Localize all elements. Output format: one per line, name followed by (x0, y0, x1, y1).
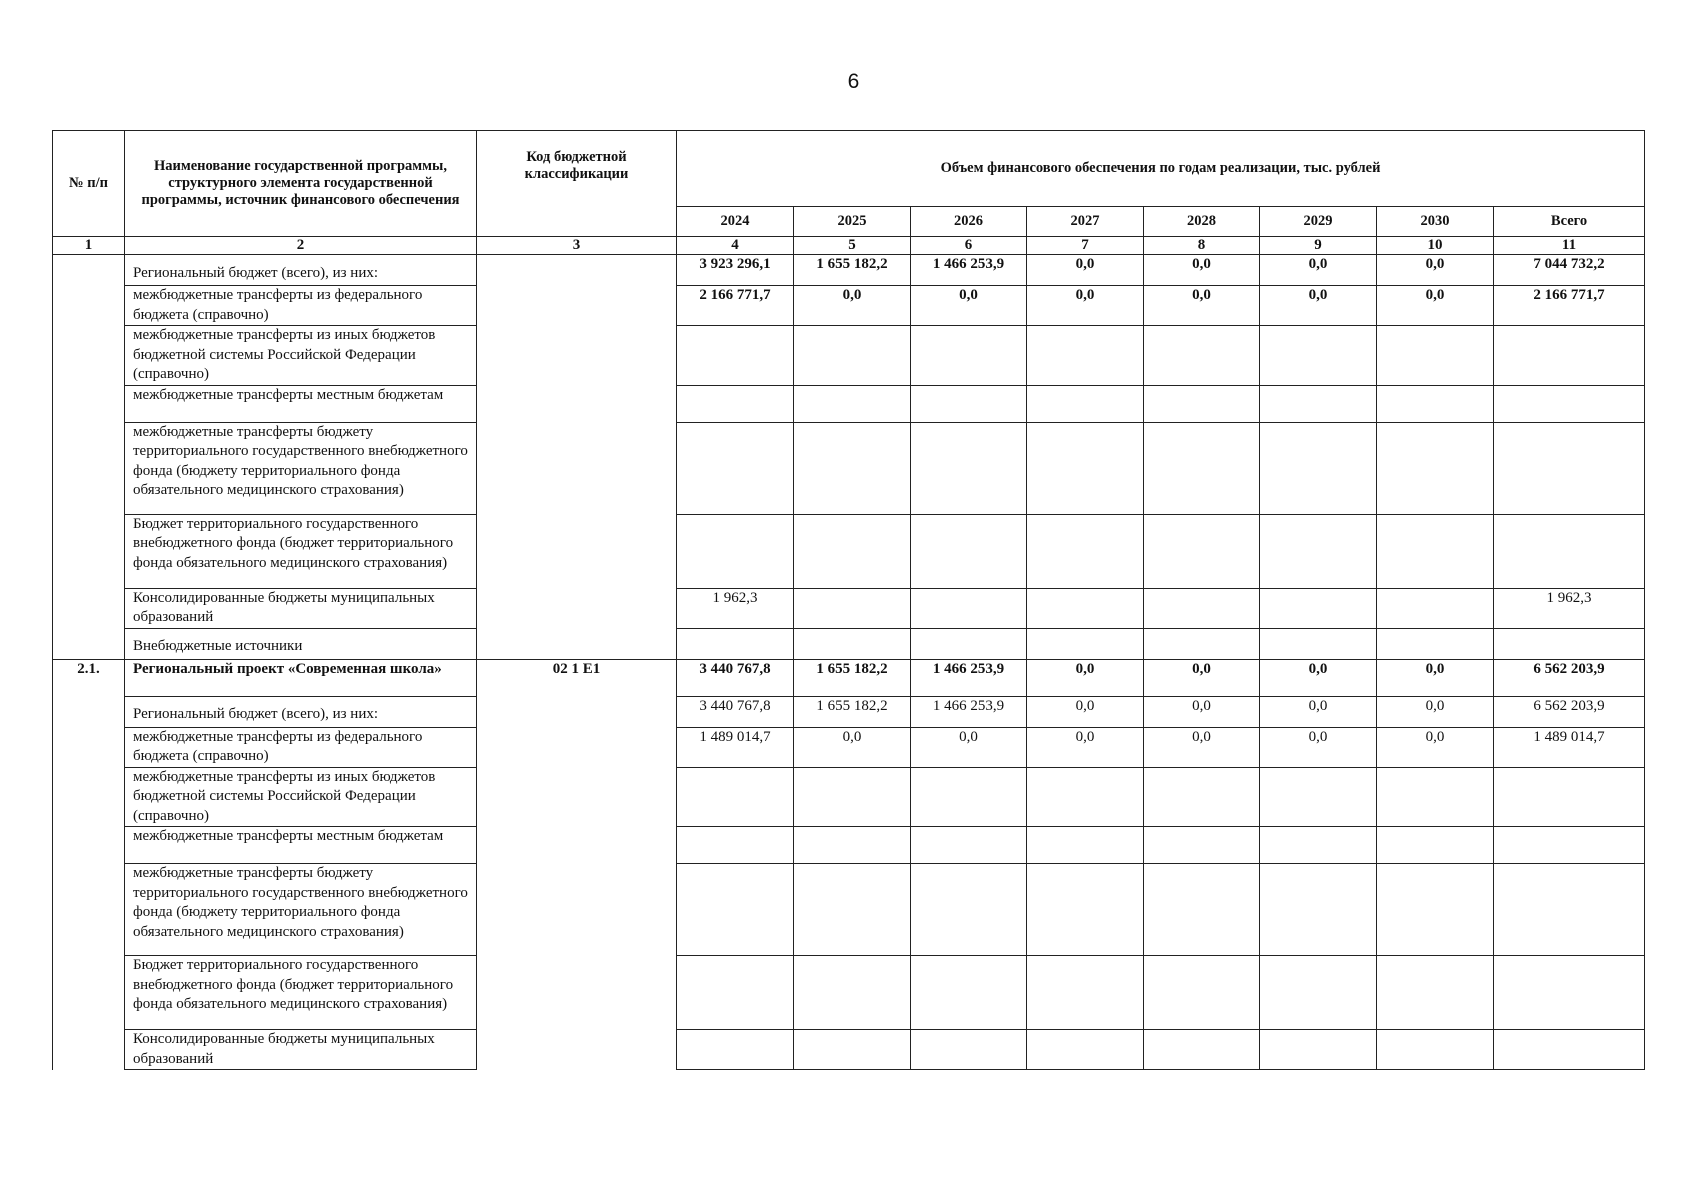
column-index: 10 (1377, 237, 1494, 255)
value-year (1260, 588, 1377, 628)
header-volume: Объем финансового обеспечения по годам реализации, тыс. рублей (677, 131, 1645, 207)
column-index: 3 (477, 237, 677, 255)
value-year: 0,0 (911, 727, 1027, 767)
source-name: Бюджет территориального государственного внебюджетного фонда (бюджет территориального фонда обязательного медицинского страхования) (125, 514, 477, 588)
value-year (911, 767, 1027, 827)
value-year (1260, 326, 1377, 386)
source-name: межбюджетные трансферты из федерального бюджета (справочно) (125, 286, 477, 326)
value-year: 0,0 (794, 727, 911, 767)
value-year: 1 489 014,7 (677, 727, 794, 767)
header-total: Всего (1494, 207, 1645, 237)
value-total (1494, 385, 1645, 422)
column-index: 4 (677, 237, 794, 255)
value-year (911, 956, 1027, 1030)
header-num: № п/п (53, 131, 125, 237)
source-name: межбюджетные трансферты бюджету территориального государственного внебюджетного фонда (бюджету территориального фонда обязательного медицинского страхования) (125, 422, 477, 514)
value-total (1494, 956, 1645, 1030)
column-index: 5 (794, 237, 911, 255)
value-year (911, 827, 1027, 864)
value-year (677, 422, 794, 514)
value-year (1144, 1030, 1260, 1070)
source-name: межбюджетные трансферты местным бюджетам (125, 385, 477, 422)
value-year: 1 466 253,9 (911, 255, 1027, 286)
header-year: 2025 (794, 207, 911, 237)
value-year: 0,0 (1027, 696, 1144, 727)
value-year (1377, 514, 1494, 588)
source-name: Консолидированные бюджеты муниципальных образований (125, 588, 477, 628)
budget-code (477, 514, 677, 588)
value-year (1027, 588, 1144, 628)
value-year (794, 326, 911, 386)
value-year: 0,0 (1260, 659, 1377, 696)
value-year (911, 422, 1027, 514)
budget-code (477, 1030, 677, 1070)
value-year (794, 864, 911, 956)
column-index: 6 (911, 237, 1027, 255)
value-year (794, 827, 911, 864)
value-year (1027, 1030, 1144, 1070)
value-year (911, 326, 1027, 386)
budget-code (477, 286, 677, 326)
value-year (1260, 767, 1377, 827)
table-row (53, 827, 1645, 864)
value-year (677, 1030, 794, 1070)
value-year: 3 923 296,1 (677, 255, 794, 286)
value-year (1260, 385, 1377, 422)
column-index: 7 (1027, 237, 1144, 255)
value-year: 0,0 (1377, 659, 1494, 696)
value-year (1027, 514, 1144, 588)
row-number (53, 255, 125, 286)
value-year: 2 166 771,7 (677, 286, 794, 326)
header-code: Код бюджетной классификации (477, 131, 677, 237)
value-year: 1 655 182,2 (794, 659, 911, 696)
value-year (1377, 588, 1494, 628)
value-year (1027, 385, 1144, 422)
value-year (1377, 827, 1494, 864)
table-row (53, 696, 1645, 727)
value-year (911, 1030, 1027, 1070)
value-year (794, 422, 911, 514)
row-number (53, 956, 125, 1030)
table-row (53, 514, 1645, 588)
value-total: 6 562 203,9 (1494, 659, 1645, 696)
header-year: 2026 (911, 207, 1027, 237)
source-name: Региональный бюджет (всего), из них: (125, 255, 477, 286)
column-index: 2 (125, 237, 477, 255)
source-name: межбюджетные трансферты местным бюджетам (125, 827, 477, 864)
value-year (677, 326, 794, 386)
value-year: 0,0 (1144, 727, 1260, 767)
value-year (1027, 326, 1144, 386)
table-row (53, 385, 1645, 422)
table-row (53, 422, 1645, 514)
value-year: 0,0 (1027, 727, 1144, 767)
value-year (1260, 514, 1377, 588)
table-row (53, 628, 1645, 659)
value-year (1377, 767, 1494, 827)
table-row (53, 864, 1645, 956)
financing-table (52, 130, 1645, 1070)
value-year (1144, 514, 1260, 588)
row-number (53, 588, 125, 628)
header-year: 2029 (1260, 207, 1377, 237)
value-year (1144, 864, 1260, 956)
budget-code (477, 255, 677, 286)
source-name: Бюджет территориального государственного внебюджетного фонда (бюджет территориального фонда обязательного медицинского страхования) (125, 956, 477, 1030)
value-year (1260, 956, 1377, 1030)
row-number (53, 827, 125, 864)
value-year (794, 628, 911, 659)
row-number: 2.1. (53, 659, 125, 696)
value-year: 0,0 (1027, 659, 1144, 696)
value-year: 0,0 (1260, 696, 1377, 727)
value-year (677, 827, 794, 864)
value-total: 1 962,3 (1494, 588, 1645, 628)
value-year (1377, 956, 1494, 1030)
budget-code (477, 696, 677, 727)
budget-code (477, 956, 677, 1030)
value-year (1377, 422, 1494, 514)
value-year (1260, 422, 1377, 514)
page-number: 6 (847, 70, 860, 93)
source-name: Региональный проект «Современная школа» (125, 659, 477, 696)
value-total: 6 562 203,9 (1494, 696, 1645, 727)
value-year: 0,0 (1377, 286, 1494, 326)
source-name: Внебюджетные источники (125, 628, 477, 659)
column-index: 11 (1494, 237, 1645, 255)
value-year: 0,0 (1377, 255, 1494, 286)
source-name: межбюджетные трансферты из федерального бюджета (справочно) (125, 727, 477, 767)
value-year (794, 956, 911, 1030)
value-year (1377, 628, 1494, 659)
value-total: 7 044 732,2 (1494, 255, 1645, 286)
value-total (1494, 326, 1645, 386)
value-year: 1 655 182,2 (794, 255, 911, 286)
value-year: 0,0 (1144, 286, 1260, 326)
table-row (53, 588, 1645, 628)
header-year: 2028 (1144, 207, 1260, 237)
row-number (53, 727, 125, 767)
value-year (794, 588, 911, 628)
value-year: 0,0 (1144, 659, 1260, 696)
value-year (1027, 767, 1144, 827)
value-year: 0,0 (1144, 696, 1260, 727)
budget-code (477, 827, 677, 864)
source-name: межбюджетные трансферты бюджету территориального государственного внебюджетного фонда (бюджету территориального фонда обязательного медицинского страхования) (125, 864, 477, 956)
value-year (1144, 827, 1260, 864)
value-year (1027, 628, 1144, 659)
value-year (677, 864, 794, 956)
budget-code (477, 864, 677, 956)
value-year (911, 385, 1027, 422)
value-year: 1 655 182,2 (794, 696, 911, 727)
budget-code (477, 767, 677, 827)
budget-code: 02 1 Е1 (477, 659, 677, 696)
row-number (53, 864, 125, 956)
value-total (1494, 864, 1645, 956)
value-year: 1 962,3 (677, 588, 794, 628)
column-index: 8 (1144, 237, 1260, 255)
value-year: 0,0 (1377, 696, 1494, 727)
value-year (1144, 956, 1260, 1030)
value-year (1144, 588, 1260, 628)
column-index-row (53, 237, 1645, 255)
row-number (53, 286, 125, 326)
source-name: Региональный бюджет (всего), из них: (125, 696, 477, 727)
value-year (1260, 1030, 1377, 1070)
header-name: Наименование государственной программы, структурного элемента государственной программы, источник финансового обеспечения (125, 131, 477, 237)
value-year (677, 628, 794, 659)
table-row (53, 1030, 1645, 1070)
row-number (53, 385, 125, 422)
value-year (1260, 628, 1377, 659)
value-year: 0,0 (911, 286, 1027, 326)
value-year: 0,0 (1027, 255, 1144, 286)
value-total (1494, 767, 1645, 827)
value-year (1377, 1030, 1494, 1070)
value-year: 0,0 (1260, 286, 1377, 326)
value-year (1144, 422, 1260, 514)
table-row (53, 767, 1645, 827)
header-year: 2030 (1377, 207, 1494, 237)
value-year (1377, 385, 1494, 422)
table-row (53, 659, 1645, 696)
table-row (53, 956, 1645, 1030)
value-year (1260, 827, 1377, 864)
value-total (1494, 1030, 1645, 1070)
value-year (794, 385, 911, 422)
table-row (53, 326, 1645, 386)
budget-code (477, 628, 677, 659)
header-year: 2024 (677, 207, 794, 237)
budget-code (477, 422, 677, 514)
table-row (53, 286, 1645, 326)
budget-code (477, 385, 677, 422)
value-year: 1 466 253,9 (911, 659, 1027, 696)
budget-code (477, 588, 677, 628)
value-year (911, 588, 1027, 628)
source-name: межбюджетные трансферты из иных бюджетов бюджетной системы Российской Федерации (справочно) (125, 326, 477, 386)
column-index: 9 (1260, 237, 1377, 255)
value-year (1027, 827, 1144, 864)
value-total (1494, 827, 1645, 864)
table-row (53, 255, 1645, 286)
value-year (1144, 628, 1260, 659)
value-year (911, 864, 1027, 956)
value-total (1494, 514, 1645, 588)
value-year: 1 466 253,9 (911, 696, 1027, 727)
value-year (677, 385, 794, 422)
row-number (53, 1030, 125, 1070)
value-year: 3 440 767,8 (677, 659, 794, 696)
value-year (911, 514, 1027, 588)
value-year: 0,0 (1260, 727, 1377, 767)
budget-code (477, 727, 677, 767)
value-year: 3 440 767,8 (677, 696, 794, 727)
value-year: 0,0 (1260, 255, 1377, 286)
value-year: 0,0 (1027, 286, 1144, 326)
value-year: 0,0 (794, 286, 911, 326)
row-number (53, 326, 125, 386)
value-year (1027, 864, 1144, 956)
value-year (1377, 326, 1494, 386)
value-year (1144, 326, 1260, 386)
source-name: межбюджетные трансферты из иных бюджетов бюджетной системы Российской Федерации (справочно) (125, 767, 477, 827)
source-name: Консолидированные бюджеты муниципальных образований (125, 1030, 477, 1070)
value-year (794, 767, 911, 827)
row-number (53, 422, 125, 514)
row-number (53, 696, 125, 727)
value-year (677, 514, 794, 588)
value-year (794, 514, 911, 588)
value-total (1494, 422, 1645, 514)
value-year (1377, 864, 1494, 956)
row-number (53, 767, 125, 827)
header-year: 2027 (1027, 207, 1144, 237)
value-year (1027, 956, 1144, 1030)
table-row (53, 727, 1645, 767)
value-year (1260, 864, 1377, 956)
value-year (1144, 767, 1260, 827)
value-year: 0,0 (1144, 255, 1260, 286)
value-year (1144, 385, 1260, 422)
value-total (1494, 628, 1645, 659)
value-year (677, 767, 794, 827)
budget-code (477, 326, 677, 386)
value-year (1027, 422, 1144, 514)
value-total: 1 489 014,7 (1494, 727, 1645, 767)
value-total: 2 166 771,7 (1494, 286, 1645, 326)
value-year (911, 628, 1027, 659)
row-number (53, 514, 125, 588)
value-year (794, 1030, 911, 1070)
value-year (677, 956, 794, 1030)
column-index: 1 (53, 237, 125, 255)
value-year: 0,0 (1377, 727, 1494, 767)
row-number (53, 628, 125, 659)
